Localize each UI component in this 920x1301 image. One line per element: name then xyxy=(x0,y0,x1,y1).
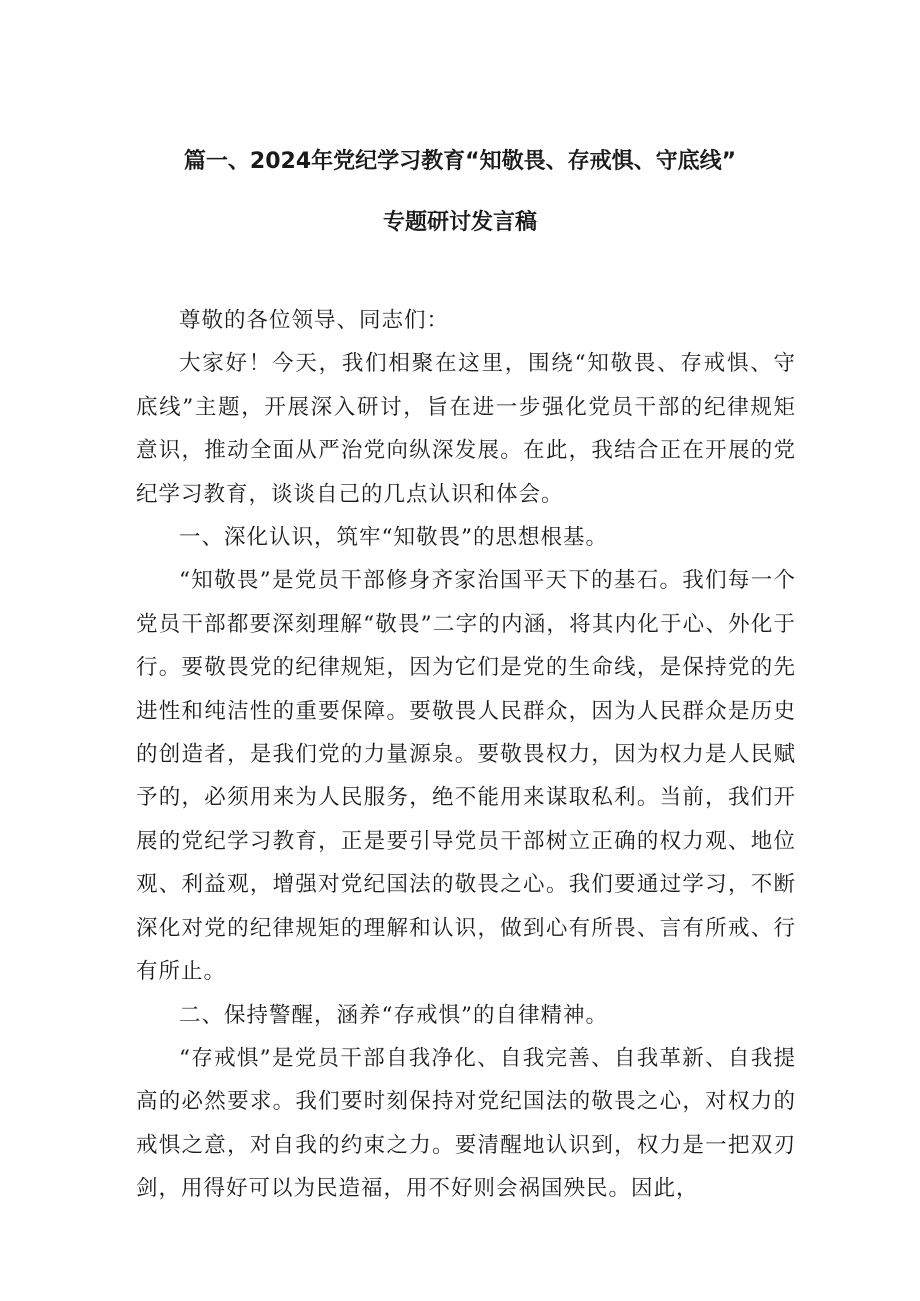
body-paragraph: “知敬畏”是党员干部修身齐家治国平天下的基石。我们每一个党员干部都要深刻理解“敬畏”二字的内涵，将其内化于心、外化于行。要敬畏党的纪律规矩，因为它们是党的生命线，是保持党的先进性和纯洁性的重要保障。要敬畏人民群众，因为人民群众是历史的创造者，是我们党的力量源泉。要敬畏权力，因为权力是人民赋予的，必须用来为人民服务，绝不能用来谋取私利。当前，我们开展的党纪学习教育，正是要引导党员干部树立正确的权力观、地位观、利益观，增强对党纪国法的敬畏之心。我们要通过学习，不断深化对党的纪律规矩的理解和认识，做到心有所畏、言有所戒、行有所止。 xyxy=(136,568,796,985)
opening-paragraph: 大家好！今天，我们相聚在这里，围绕“知敬畏、存戒惧、守底线”主题，开展深入研讨，旨在进一步强化党员干部的纪律规矩意识，推动全面从严治党向纵深发展。在此，我结合正在开展的党纪学习教育，谈谈自己的几点认识和体会。 xyxy=(136,351,796,507)
salutation-paragraph: 尊敬的各位领导、同志们： xyxy=(179,308,450,333)
document-body xyxy=(136,299,796,1211)
document-title-line1: 篇一、2024年党纪学习教育“知敬畏、存戒惧、守底线” xyxy=(183,149,737,174)
section-heading-1: 一、深化认识，筑牢“知敬畏”的思想根基。 xyxy=(179,525,608,551)
body-paragraph: “存戒惧”是党员干部自我净化、自我完善、自我革新、自我提高的必然要求。我们要时刻保持对党纪国法的敬畏之心，对权力的戒惧之意，对自我的约束之力。要清醒地认识到，权力是一把双刃剑，用得好可以为民造福，用不好则会祸国殃民。因此， xyxy=(136,1045,796,1202)
section-heading-2: 二、保持警醒，涵养“存戒惧”的自律精神。 xyxy=(179,1002,608,1028)
document-title-line2: 专题研讨发言稿 xyxy=(382,210,537,235)
